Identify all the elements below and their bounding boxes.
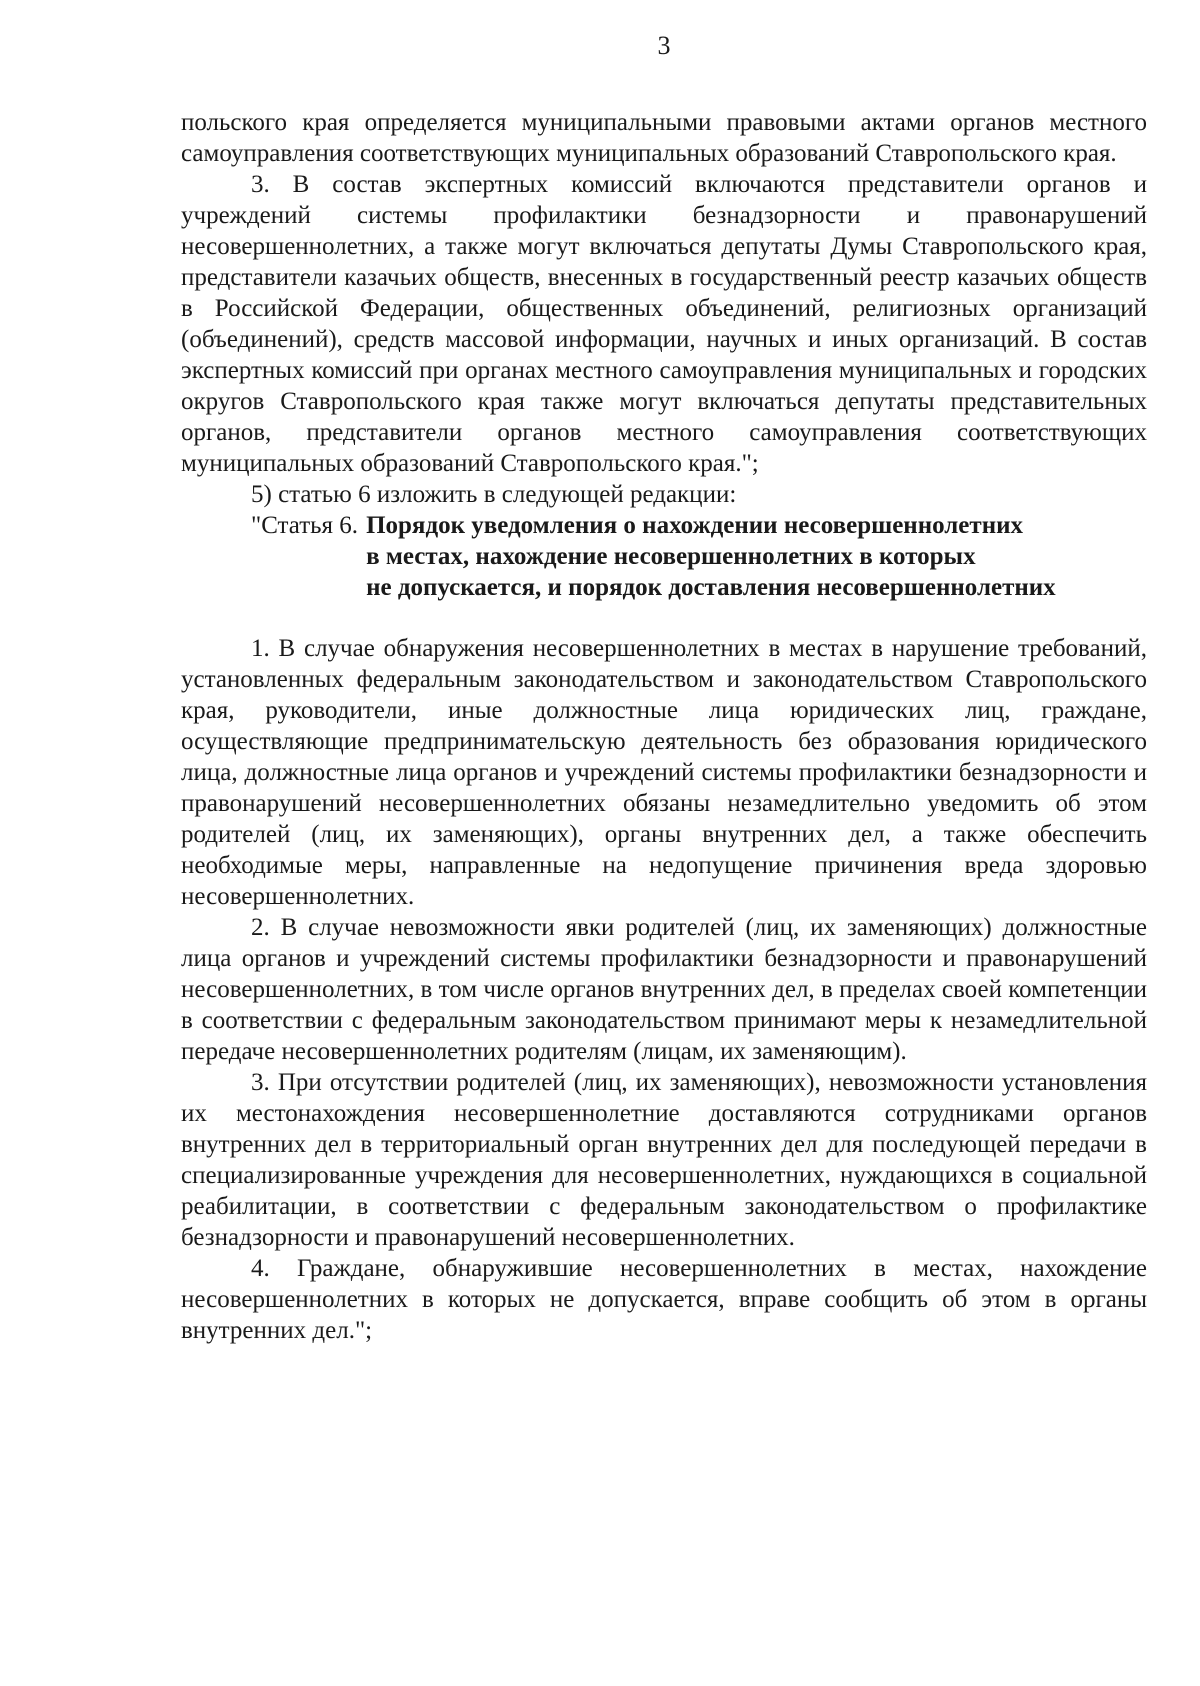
paragraph: польского края определяется муниципальными правовыми актами органов местного самоуправления соответствующих муниципальных образований Ставропольского края. — [181, 109, 1147, 167]
paragraph: 2. В случае невозможности явки родителей (лиц, их заменяющих) должностные лица органов и учреждений системы профилактики безнадзорности и правонарушений несовершеннолетних, в том числе органов внутренних дел, в пределах своей компетенции в соответствии с федеральным законодательством принимают меры к незамедлительной передаче несовершеннолетних родителям (лицам, их заменяющим). — [181, 914, 1147, 1065]
article-title-line: в местах, нахождение несовершеннолетних в которых — [366, 543, 976, 570]
article-heading — [181, 510, 1147, 603]
paragraph: 1. В случае обнаружения несовершеннолетних в местах в нарушение требований, установленных федеральным законодательством и законодательством Ставропольского края, руководители, иные должностные лица юридических лиц, граждане, осуществляющие предпринимательскую деятельность без образования юридического лица, должностные лица органов и учреждений системы профилактики безнадзорности и правонарушений несовершеннолетних обязаны незамедлительно уведомить об этом родителей (лиц, их заменяющих), органы внутренних дел, а также обеспечить необходимые меры, направленные на недопущение причинения вреда здоровью несовершеннолетних. — [181, 635, 1147, 910]
article-title-line: не допускается, и порядок доставления несовершеннолетних — [366, 574, 1056, 601]
paragraph: 5) статью 6 изложить в следующей редакции: — [251, 481, 737, 508]
paragraph: 4. Граждане, обнаружившие несовершеннолетних в местах, нахождение несовершеннолетних в которых не допускается, вправе сообщить об этом в органы внутренних дел."; — [181, 1255, 1147, 1344]
article-number: "Статья 6. — [251, 512, 359, 539]
article-title — [366, 510, 1056, 603]
document-body — [181, 107, 1147, 1346]
paragraph: 3. При отсутствии родителей (лиц, их заменяющих), невозможности установления их местонахождения несовершеннолетние доставляются сотрудниками органов внутренних дел в территориальный орган внутренних дел для последующей передачи в специализированные учреждения для несовершеннолетних, нуждающихся в социальной реабилитации, в соответствии с федеральным законодательством о профилактике безнадзорности и правонарушений несовершеннолетних. — [181, 1069, 1147, 1251]
paragraph: 3. В состав экспертных комиссий включаются представители органов и учреждений системы профилактики безнадзорности и правонарушений несовершеннолетних, а также могут включаться депутаты Думы Ставропольского края, представители казачьих обществ, внесенных в государственный реестр казачьих обществ в Российской Федерации, общественных объединений, религиозных организаций (объединений), средств массовой информации, научных и иных организаций. В состав экспертных комиссий при органах местного самоуправления муниципальных и городских округов Ставропольского края также могут включаться депутаты представительных органов, представители органов местного самоуправления соответствующих муниципальных образований Ставропольского края."; — [181, 171, 1147, 477]
page-number: 3 — [657, 31, 671, 60]
article-title-line: Порядок уведомления о нахождении несовершеннолетних — [366, 512, 1023, 539]
